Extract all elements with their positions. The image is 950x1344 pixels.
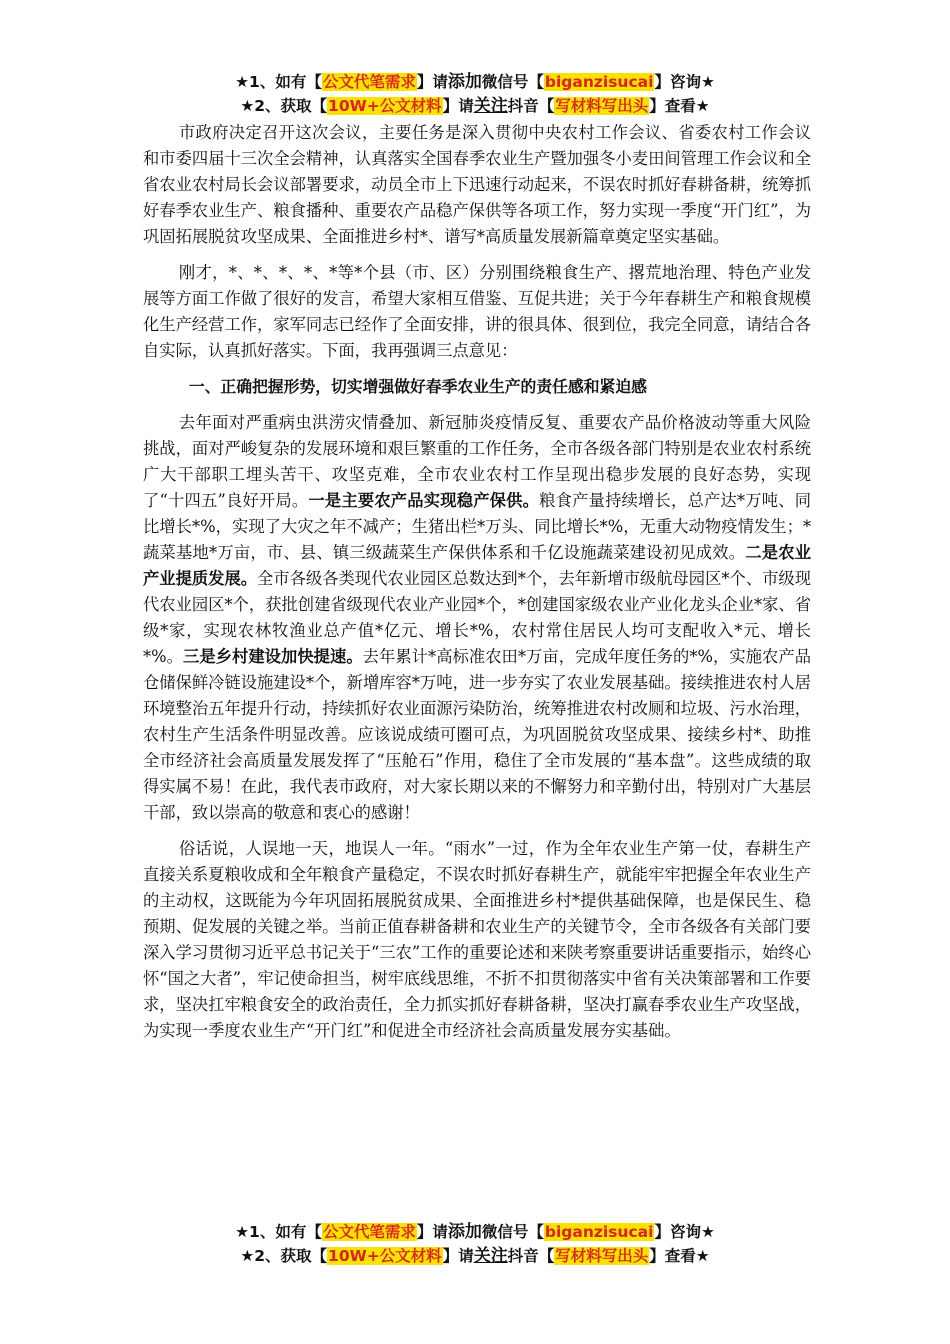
promo-text: ★2、获取【	[240, 1247, 328, 1265]
promo-banner-top-line1	[0, 70, 950, 94]
promo-emphasis: 添加	[447, 72, 482, 92]
paragraph-achievements	[143, 410, 811, 826]
promo-wechat-id: biganzisucai	[544, 73, 654, 91]
paragraph-text: 去年面对严重病虫洪涝灾情叠加、新冠肺炎疫情反复、重要农产品价格波动等重大风险挑战，面对严峻复杂的发展环境和艰巨繁重的工作任务，全市各级各部门特别是农业农村系统广大干部职工埋头苦干、攻坚克难，全市农业农村工作呈现出稳步发展的良好态势，实现了“十四五”良好开局。	[143, 413, 811, 510]
promo-highlight: 公文代笔需求	[322, 1223, 416, 1241]
promo-emphasis: 关注	[473, 1246, 508, 1266]
promo-emphasis: 关注	[473, 96, 508, 116]
promo-emphasis: 添加	[447, 1222, 482, 1242]
promo-text: 】请	[416, 73, 448, 91]
promo-text: 微信号【	[481, 1223, 544, 1241]
promo-text: ★2、获取【	[240, 97, 328, 115]
promo-banner-bottom-line2	[0, 1244, 950, 1268]
bold-point-3: 三是乡村建设加快提速。	[183, 647, 363, 666]
promo-banner-top-line2	[0, 94, 950, 118]
promo-highlight: 10W+公文材料	[328, 97, 442, 115]
promo-wechat-id: biganzisucai	[544, 1223, 654, 1241]
promo-text: 】咨询★	[654, 1223, 715, 1241]
paragraph-speakers: 刚才，*、*、*、*、*等*个县（市、区）分别围绕粮食生产、撂荒地治理、特色产业发展等方面工作做了很好的发言，希望大家相互借鉴、互促共进；关于今年春耕生产和粮食规模化生产经营工作，家军同志已经作了全面安排，讲的很具体、很到位，我完全同意，请结合各自实际，认真抓好落实。下面，我再强调三点意见：	[143, 263, 811, 360]
promo-text: 抖音【	[507, 1247, 555, 1265]
section-heading-1: 一、正确把握形势，切实增强做好春季农业生产的责任感和紧迫感	[188, 377, 647, 396]
paragraph-text: 全市各级各类现代农业园区总数达到*个，去年新增市级航母园区*个、市级现代农业园区*个，获批创建省级现代农业产业园*个，*创建国家级农业产业化龙头企业*家、省级*家，实现农林牧渔业总产值*亿元、增长*%，农村常住居民人均可支配收入*元、增长*%。	[143, 569, 811, 666]
promo-text: 】查看★	[649, 1247, 710, 1265]
bold-point-1: 一是主要农产品实现稳产保供。	[308, 491, 540, 510]
promo-text: 】咨询★	[654, 73, 715, 91]
promo-highlight: 公文代笔需求	[322, 73, 416, 91]
promo-text: 抖音【	[507, 97, 555, 115]
promo-douyin-id: 写材料写出头	[555, 97, 649, 115]
bold-point-2: 二是农业产业提质发展。	[143, 543, 811, 588]
paragraph-text: 粮食产量持续增长，总产达*万吨、同比增长*%，实现了大灾之年不减产；生猪出栏*万头、同比增长*%，无重大动物疫情发生；*蔬菜基地*万亩，市、县、镇三级蔬菜生产保供体系和千亿设施蔬菜建设初见成效。	[143, 491, 811, 562]
promo-highlight: 10W+公文材料	[328, 1247, 442, 1265]
paragraph-intro: 市政府决定召开这次会议，主要任务是深入贯彻中央农村工作会议、省委农村工作会议和市委四届十三次全会精神，认真落实全国春季农业生产暨加强冬小麦田间管理工作会议和全省农业农村局长会议部署要求，动员全市上下迅速行动起来，不误农时抓好春耕备耕，统筹抓好春季农业生产、粮食播种、重要农产品稳产保供等各项工作，努力实现一季度“开门红”，为巩固拓展脱贫攻坚成果、全面推进乡村*、谱写*高质量发展新篇章奠定坚实基础。	[143, 123, 811, 246]
promo-text: 】请	[442, 1247, 474, 1265]
paragraph-text: 去年累计*高标准农田*万亩，完成年度任务的*%，实施农产品仓储保鲜冷链设施建设*个，新增库容*万吨，进一步夯实了农业发展基础。接续推进农村人居环境整治五年提升行动，持续抓好农业面源污染防治，统筹推进农村改厕和垃圾、污水治理，农村生产生活条件明显改善。应该说成绩可圈可点，为巩固脱贫攻坚成果、接续乡村*、助推全市经济社会高质量发展发挥了“压舱石”作用，稳住了全市发展的“基本盘”。这些成绩的取得实属不易！在此，我代表市政府，对大家长期以来的不懈努力和辛勤付出，特别对广大基层干部，致以崇高的敬意和衷心的感谢！	[143, 647, 811, 822]
promo-text: 】请	[416, 1223, 448, 1241]
paragraph-spring-plowing: 俗话说，人误地一天，地误人一年。“雨水”一过，作为全年农业生产第一仗，春耕生产直接关系夏粮收成和全年粮食产量稳定，不误农时抓好春耕生产，就能牢牢把握全年农业生产的主动权，这既能为今年巩固拓展脱贫成果、全面推进乡村*提供基础保障，也是保民生、稳预期、促发展的关键之举。当前正值春耕备耕和农业生产的关键节令，全市各级各有关部门要深入学习贯彻习近平总书记关于“三农”工作的重要论述和来陕考察重要讲话重要指示，始终心怀“国之大者”，牢记使命担当，树牢底线思维，不折不扣贯彻落实中省有关决策部署和工作要求，坚决扛牢粮食安全的政治责任，全力抓实抓好春耕备耕，坚决打赢春季农业生产攻坚战，为实现一季度农业生产“开门红”和促进全市经济社会高质量发展夯实基础。	[143, 839, 811, 1040]
promo-text: ★1、如有【	[235, 1223, 322, 1241]
document-body	[143, 120, 811, 1054]
promo-banner-bottom-line1	[0, 1220, 950, 1244]
promo-douyin-id: 写材料写出头	[555, 1247, 649, 1265]
promo-text: ★1、如有【	[235, 73, 322, 91]
promo-text: 微信号【	[481, 73, 544, 91]
promo-text: 】请	[442, 97, 474, 115]
promo-text: 】查看★	[649, 97, 710, 115]
